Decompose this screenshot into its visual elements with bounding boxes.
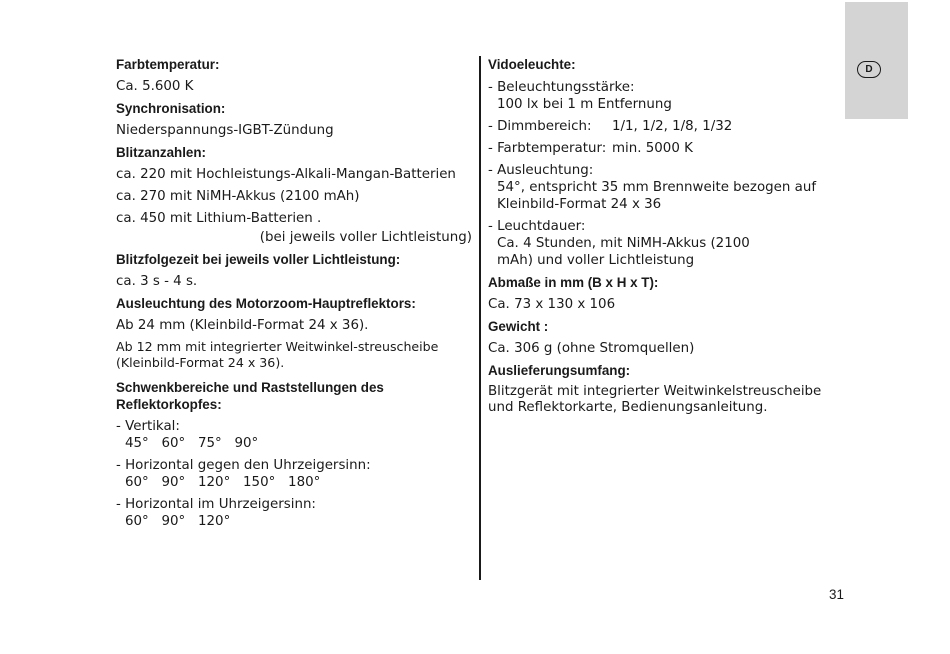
duration-value: Ca. 4 Stunden, mit NiMH-Akkus (2100 mAh) und voller Lichtleistung (497, 236, 750, 268)
illum-value: 100 lx bei 1 m Entfernung (497, 97, 672, 112)
dim-value: 1/1, 1/2, 1/8, 1/32 (612, 119, 733, 134)
scope-of-delivery-value: Blitzgerät mit integrierter Weitwinkelstreuscheibe und Reflektorkarte, Bedienungsanleitung. (488, 384, 822, 415)
ccw-label: - Horizontal gegen den Uhrzeigersinn: (116, 458, 371, 473)
flash-count-line: ca. 220 mit Hochleistungs-Alkali-Mangan-Batterien (116, 167, 456, 182)
color-temp-value: Ca. 5.600 K (116, 79, 194, 94)
illum-label: - Beleuchtungsstärke: (488, 80, 635, 95)
spread-label: - Ausleuchtung: (488, 163, 594, 178)
vertical-values: 45° 60° 75° 90° (125, 436, 259, 451)
temp-label: - Farbtemperatur: (488, 141, 607, 156)
weight-value: Ca. 306 g (ohne Stromquellen) (488, 341, 695, 356)
dimensions-value: Ca. 73 x 130 x 106 (488, 297, 616, 312)
flash-count-line: ca. 450 mit Lithium-Batterien . (116, 211, 322, 226)
cw-label: - Horizontal im Uhrzeigersinn: (116, 497, 316, 512)
left-column (116, 56, 472, 535)
dim-label: - Dimmbereich: (488, 119, 592, 134)
temp-value: min. 5000 K (612, 141, 693, 156)
flash-count-line: ca. 270 mit NiMH-Akkus (2100 mAh) (116, 189, 360, 204)
recycle-heading: Blitzfolgezeit bei jeweils voller Lichtleistung: (116, 252, 401, 267)
ccw-values: 60° 90° 120° 150° 180° (125, 475, 321, 490)
page-number: 31 (829, 587, 844, 602)
weight-heading: Gewicht : (488, 319, 549, 334)
dimensions-heading: Abmaße in mm (B x H x T): (488, 275, 659, 290)
coverage-value: Ab 24 mm (Kleinbild-Format 24 x 36). (116, 318, 369, 333)
dim-row (488, 118, 843, 135)
recycle-value: ca. 3 s - 4 s. (116, 274, 198, 289)
language-tab (845, 2, 908, 119)
sync-heading: Synchronisation: (116, 101, 226, 116)
column-divider (479, 56, 481, 580)
sync-value: Niederspannungs-IGBT-Zündung (116, 123, 334, 138)
coverage-wide-value: Ab 12 mm mit integrierter Weitwinkel-streuscheibe (Kleinbild-Format 24 x 36). (116, 339, 439, 370)
right-column (488, 56, 843, 421)
flash-counts-heading: Blitzanzahlen: (116, 145, 207, 160)
language-badge: D (857, 61, 881, 78)
coverage-heading: Ausleuchtung des Motorzoom-Hauptreflektors: (116, 296, 416, 311)
cw-values: 60° 90° 120° (125, 514, 231, 529)
vertical-label: - Vertikal: (116, 419, 180, 434)
swivel-heading: Schwenkbereiche und Raststellungen des Reflektorkopfes: (116, 380, 384, 412)
scope-of-delivery-heading: Auslieferungsumfang: (488, 363, 631, 378)
video-light-heading: Vidoeleuchte: (488, 57, 576, 72)
spread-value: 54°, entspricht 35 mm Brennweite bezogen auf Kleinbild-Format 24 x 36 (497, 180, 817, 212)
duration-label: - Leuchtdauer: (488, 219, 586, 234)
flash-counts-note: (bei jeweils voller Lichtleistung) (259, 230, 472, 245)
temp-row (488, 140, 843, 157)
color-temp-heading: Farbtemperatur: (116, 57, 220, 72)
